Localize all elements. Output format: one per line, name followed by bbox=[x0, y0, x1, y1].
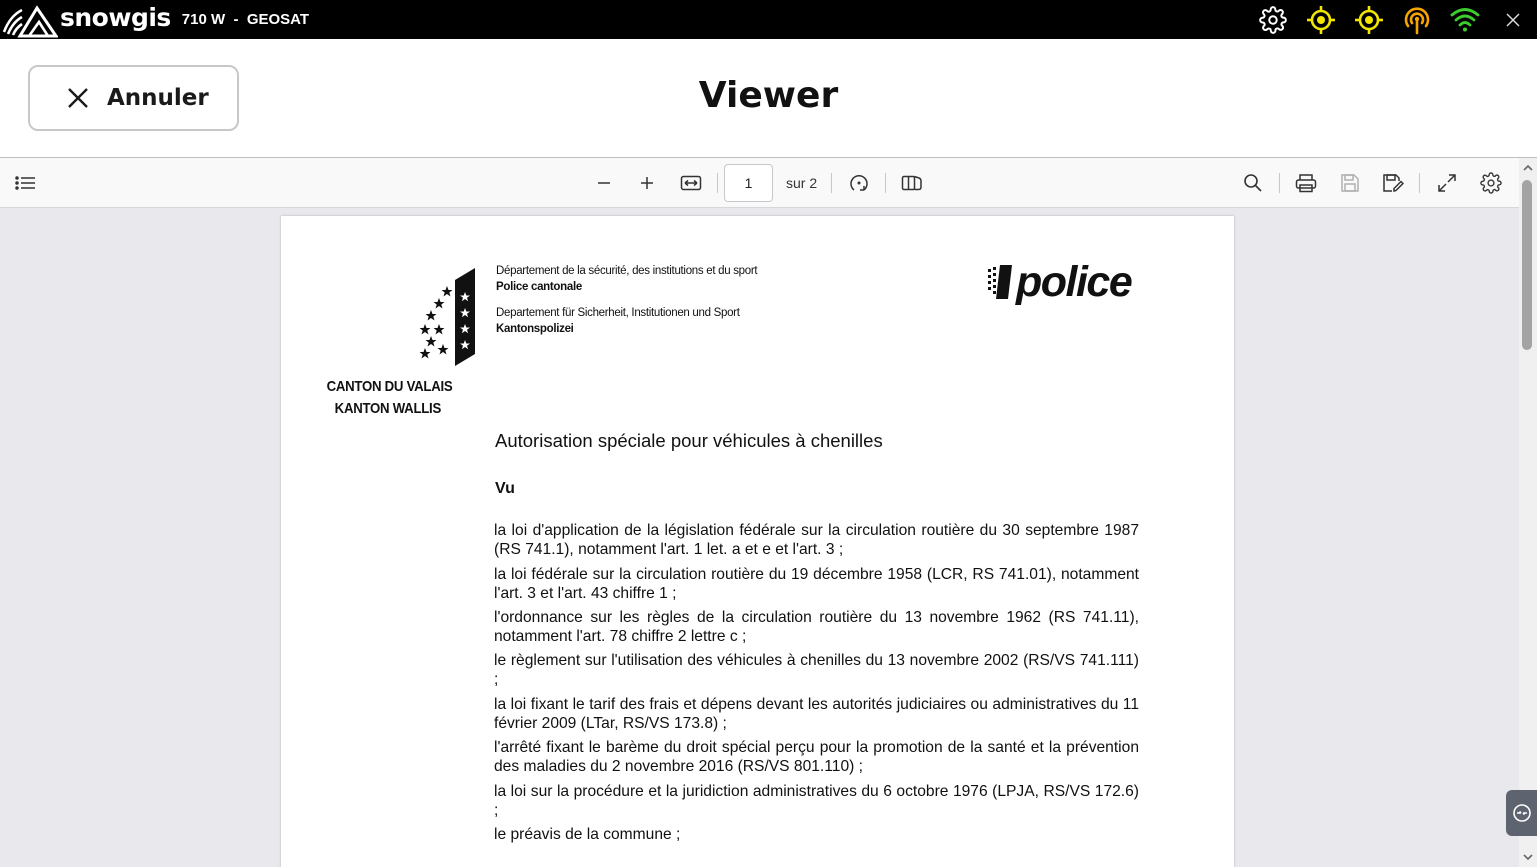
page-fit-button[interactable] bbox=[676, 168, 706, 198]
pdf-page bbox=[281, 216, 1234, 867]
department-fr-unit: Police cantonale bbox=[496, 281, 582, 293]
police-logo bbox=[986, 258, 1131, 306]
document-title: Autorisation spéciale pour véhicules à chenilles bbox=[495, 430, 883, 451]
clause: le préavis de la commune ; bbox=[494, 826, 681, 843]
department-de-unit: Kantonspolizei bbox=[496, 323, 574, 335]
remote-control-icon bbox=[1512, 803, 1532, 823]
plus-icon bbox=[639, 175, 655, 191]
save-as-button[interactable] bbox=[1378, 168, 1408, 198]
page-number-input[interactable] bbox=[724, 164, 773, 202]
document-viewer[interactable] bbox=[0, 208, 1519, 867]
scrollbar-thumb[interactable] bbox=[1522, 180, 1532, 350]
wifi-icon[interactable] bbox=[1441, 0, 1489, 39]
gps-target-icon[interactable] bbox=[1297, 0, 1345, 39]
rotate-icon bbox=[848, 172, 870, 194]
snowgis-logo-icon bbox=[2, 2, 58, 38]
zoom-out-button[interactable] bbox=[589, 168, 619, 198]
save-edit-icon bbox=[1382, 173, 1404, 193]
clause: la loi sur la procédure et la juridiction administratives du 6 octobre 1976 (LPJA, RS/VS 172.6) ; bbox=[494, 783, 1139, 819]
settings-icon bbox=[1480, 172, 1502, 194]
fit-width-icon bbox=[680, 174, 702, 192]
print-icon bbox=[1295, 173, 1317, 193]
department-de-name: Departement für Sicherheit, Institutionen und Sport bbox=[496, 307, 740, 319]
side-panel-tab[interactable] bbox=[1506, 790, 1537, 836]
save-icon bbox=[1340, 173, 1360, 193]
scroll-down-arrow-icon[interactable] bbox=[1521, 850, 1535, 864]
canton-name-de: KANTON WALLIS bbox=[334, 400, 441, 417]
viewer-settings-button[interactable] bbox=[1476, 168, 1506, 198]
canton-coat-of-arms bbox=[417, 268, 479, 370]
clause: la loi d'application de la législation fédérale sur la circulation routière du 30 septembre 1987 (RS 741.1), notamment l'art. 1 let. a et e et l'art. 3 ; bbox=[494, 522, 1139, 558]
brand-name: snowgis bbox=[60, 3, 171, 32]
search-button[interactable] bbox=[1238, 168, 1268, 198]
broadcast-icon[interactable] bbox=[1393, 0, 1441, 39]
minus-icon bbox=[596, 175, 612, 191]
close-icon[interactable] bbox=[1489, 0, 1537, 39]
clause: l'ordonnance sur les règles de la circulation routière du 13 novembre 1962 (RS 741.11), notamment l'art. 78 chiffre 2 lettre c ; bbox=[494, 609, 1139, 645]
clause: la loi fédérale sur la circulation routière du 19 décembre 1958 (LCR, RS 741.01), notamment l'art. 3 et l'art. 43 chiffre 1 ; bbox=[494, 566, 1139, 602]
device-label: 710 W - GEOSAT bbox=[181, 11, 310, 28]
zoom-in-button[interactable] bbox=[632, 168, 662, 198]
department-fr-name: Département de la sécurité, des institutions et du sport bbox=[496, 265, 758, 277]
police-logo-bars-icon bbox=[986, 263, 1014, 301]
police-logo-text: police bbox=[1016, 257, 1132, 306]
status-icons bbox=[1249, 0, 1537, 39]
list-icon bbox=[15, 175, 37, 191]
scroll-up-arrow-icon[interactable] bbox=[1521, 161, 1535, 175]
expand-icon bbox=[1437, 173, 1457, 193]
page-title: Viewer bbox=[698, 75, 839, 116]
page-layout-button[interactable] bbox=[897, 168, 927, 198]
clause: le règlement sur l'utilisation des véhicules à chenilles du 13 novembre 2002 (RS/VS 741.111) ; bbox=[494, 652, 1139, 688]
cancel-label: Annuler bbox=[107, 85, 209, 111]
fullscreen-button[interactable] bbox=[1432, 168, 1462, 198]
brand bbox=[2, 0, 309, 39]
clause: l'arrêté fixant le barème du droit spécial perçu pour la promotion de la santé et la prévention des maladies du 2 novembre 2016 (RS/VS 801.110) ; bbox=[494, 739, 1139, 775]
app-title-bar bbox=[0, 0, 1537, 39]
print-button[interactable] bbox=[1291, 168, 1321, 198]
header bbox=[0, 39, 1537, 158]
outline-toggle-button[interactable] bbox=[11, 168, 41, 198]
canton-name-fr: CANTON DU VALAIS bbox=[326, 378, 453, 395]
clause: la loi fixant le tarif des frais et dépens devant les autorités judiciaires ou administratives du 11 février 2009 (LTar, RS/VS 173.8) ; bbox=[494, 696, 1139, 732]
settings-icon[interactable] bbox=[1249, 0, 1297, 39]
search-icon bbox=[1243, 173, 1263, 193]
page-count: sur 2 bbox=[786, 175, 818, 191]
rotate-button[interactable] bbox=[844, 168, 874, 198]
gps-target-icon[interactable] bbox=[1345, 0, 1393, 39]
canton-name bbox=[326, 376, 453, 420]
department-de bbox=[496, 305, 740, 337]
document-vu-heading: Vu bbox=[495, 480, 515, 497]
save-button[interactable] bbox=[1335, 168, 1365, 198]
department-fr bbox=[496, 263, 757, 295]
two-page-icon bbox=[901, 174, 923, 192]
